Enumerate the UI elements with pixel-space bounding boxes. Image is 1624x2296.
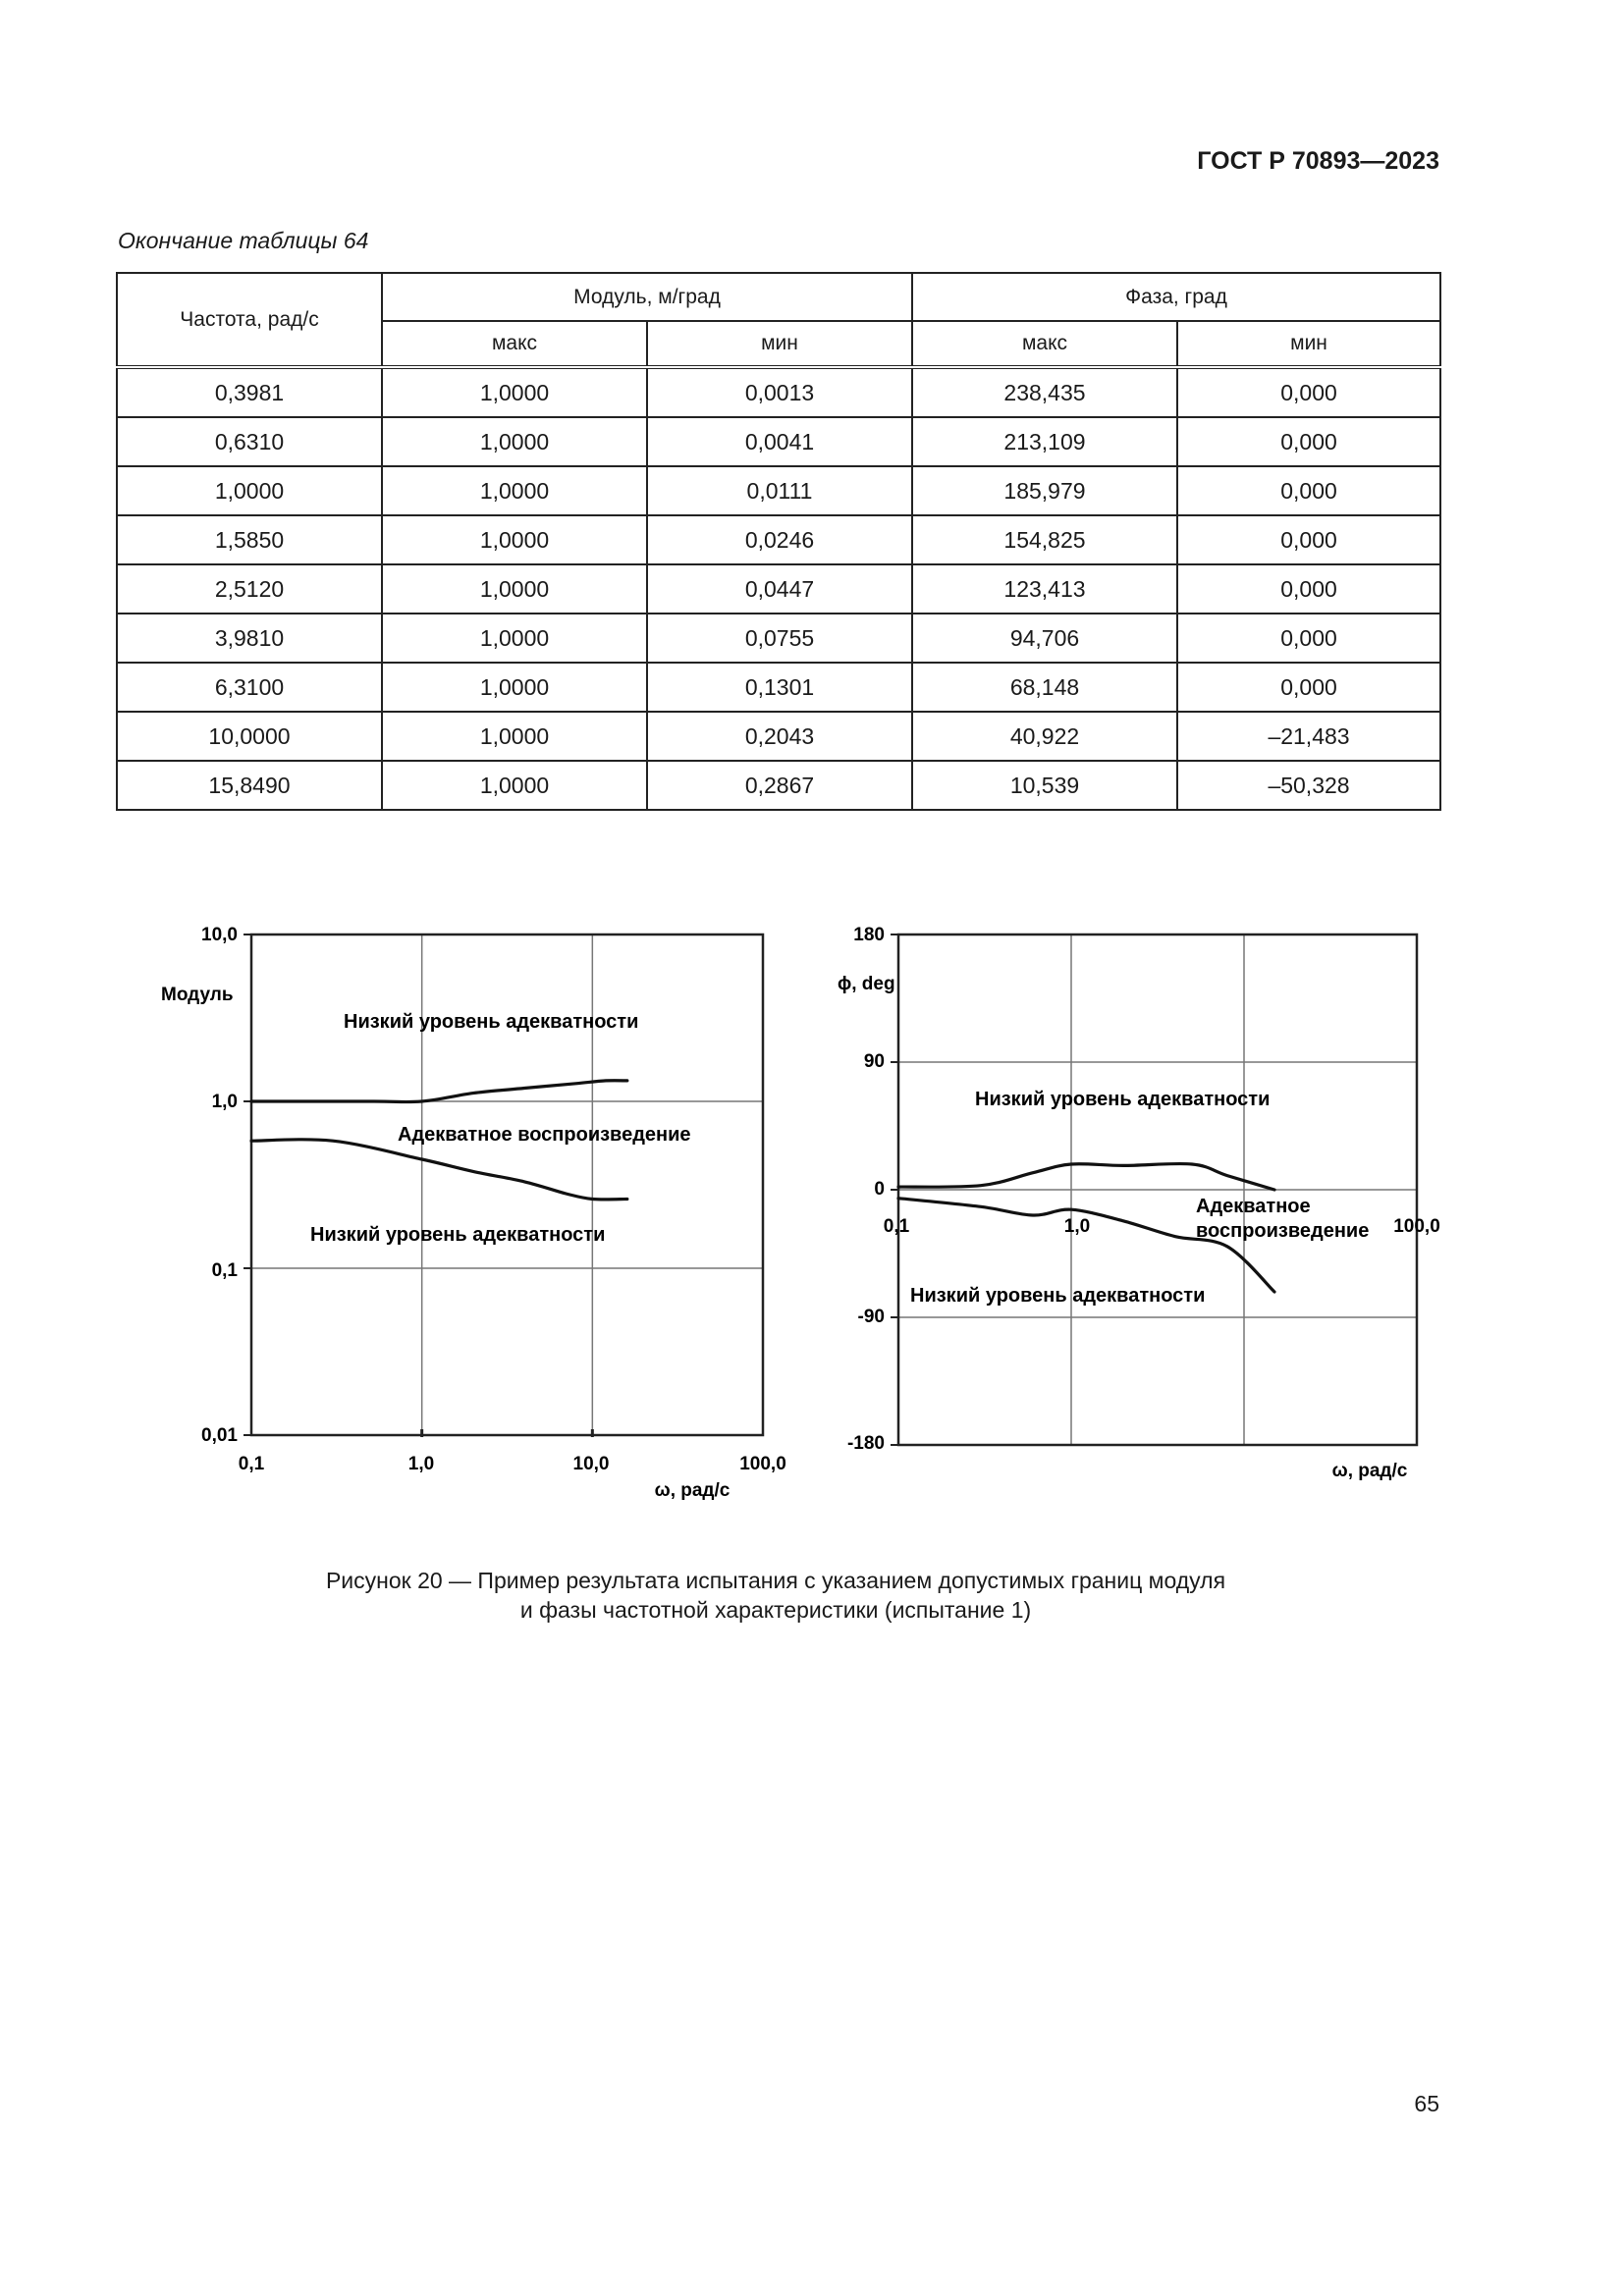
tick-label-x: 0,1 [883,1216,910,1237]
tick-label-y: -180 [846,1433,885,1454]
table-cell: 10,539 [912,761,1177,810]
table-cell: 10,0000 [117,712,382,761]
table-cell: 1,0000 [117,466,382,515]
table-cell: 68,148 [912,663,1177,712]
tick-label-y: 10,0 [201,925,238,945]
header-modulus-min: мин [647,321,912,367]
table-cell: 0,0447 [647,564,912,614]
zone-label-adequate: Адекватное [1196,1196,1311,1217]
zone-label-upper: Низкий уровень адекватности [344,1011,639,1033]
lower-bound-line [251,1140,627,1200]
table-row [117,564,1440,614]
tick-label-x: 100,0 [1393,1216,1440,1237]
table-row [117,614,1440,663]
upper-bound-line [251,1081,627,1102]
document-code: ГОСТ Р 70893—2023 [1197,147,1439,175]
table-row [117,515,1440,564]
table-cell: 3,9810 [117,614,382,663]
table-row [117,663,1440,712]
table-cell: 6,3100 [117,663,382,712]
table-cell: 2,5120 [117,564,382,614]
table-row [117,417,1440,466]
table-cell: 154,825 [912,515,1177,564]
zone-label-adequate: воспроизведение [1196,1220,1370,1242]
tick-label-x: 1,0 [1063,1216,1091,1237]
table-cell: 1,0000 [382,614,647,663]
table-cell: 0,2043 [647,712,912,761]
table-cell: 1,0000 [382,564,647,614]
table-cell: 15,8490 [117,761,382,810]
table-cell: 1,0000 [382,663,647,712]
page-number: 65 [1414,2091,1439,2116]
tick-label-y: -90 [857,1307,885,1327]
tick-label-x: 1,0 [407,1454,435,1474]
table-cell: 213,109 [912,417,1177,466]
tick-label-y: 1,0 [211,1092,238,1112]
upper-bound-line [898,1163,1274,1190]
table-cell: 0,0111 [647,466,912,515]
table-row [117,466,1440,515]
zone-label-upper: Низкий уровень адекватности [975,1089,1271,1110]
plot-frame [251,934,763,1435]
table-cell: 0,000 [1177,614,1440,663]
table-row [117,712,1440,761]
tick-label-y: 0,1 [211,1260,238,1281]
y-axis-label: ϕ, deg [838,974,895,994]
table-cell: 0,2867 [647,761,912,810]
figure-caption-line: и фазы частотной характеристики (испытание 1) [519,1597,1032,1623]
table-cell: 0,1301 [647,663,912,712]
table-cell: 1,0000 [382,367,647,417]
x-axis-label: ω, рад/с [654,1480,731,1501]
chart-grid [251,934,763,1435]
tick-label-y: 0,01 [201,1425,238,1446]
table-cell: –50,328 [1177,761,1440,810]
phase-chart [830,913,1458,1522]
chart-grid [898,934,1417,1445]
table-cell: 1,0000 [382,761,647,810]
modulus-chart [147,913,815,1522]
frequency-response-table [116,272,1441,811]
table-cell: –21,483 [1177,712,1440,761]
table-cell: 0,0041 [647,417,912,466]
table-row [117,761,1440,810]
table-cell: 1,0000 [382,466,647,515]
table-cell: 0,000 [1177,466,1440,515]
table-cell: 0,0013 [647,367,912,417]
table-cell: 0,3981 [117,367,382,417]
tick-label-y: 180 [853,925,885,945]
table-cell: 0,000 [1177,663,1440,712]
tick-label-y: 0 [874,1179,885,1200]
header-frequency: Частота, рад/с [117,273,382,367]
table-cell: 238,435 [912,367,1177,417]
table-cell: 1,0000 [382,417,647,466]
table-cell: 0,000 [1177,515,1440,564]
figure-caption [0,1566,1551,1625]
zone-label-lower: Низкий уровень адекватности [310,1224,606,1246]
table-cell: 0,000 [1177,417,1440,466]
table-cell: 123,413 [912,564,1177,614]
zone-label-adequate: Адекватное воспроизведение [398,1124,691,1146]
tick-label-x: 0,1 [238,1454,265,1474]
table-cell: 0,6310 [117,417,382,466]
figure-caption-line: Рисунок 20 — Пример результата испытания с указанием допустимых границ модуля [325,1568,1226,1593]
header-modulus-max: макс [382,321,647,367]
x-axis-label: ω, рад/с [1331,1461,1408,1481]
tick-label-y: 90 [863,1051,885,1072]
table-row [117,367,1440,417]
header-phase: Фаза, град [912,273,1440,321]
y-axis-label: Модуль [161,985,234,1005]
table-cell: 1,0000 [382,712,647,761]
header-phase-min: мин [1177,321,1440,367]
table-cell: 0,000 [1177,564,1440,614]
table-cell: 40,922 [912,712,1177,761]
table-cell: 0,0755 [647,614,912,663]
tick-label-x: 10,0 [572,1454,610,1474]
table-caption: Окончание таблицы 64 [118,228,369,253]
table-cell: 0,0246 [647,515,912,564]
table-cell: 1,5850 [117,515,382,564]
table-cell: 1,0000 [382,515,647,564]
zone-label-lower: Низкий уровень адекватности [910,1285,1206,1307]
table-cell: 94,706 [912,614,1177,663]
header-phase-max: макс [912,321,1177,367]
table-cell: 0,000 [1177,367,1440,417]
header-modulus: Модуль, м/град [382,273,912,321]
table-cell: 185,979 [912,466,1177,515]
tick-label-x: 100,0 [739,1454,786,1474]
